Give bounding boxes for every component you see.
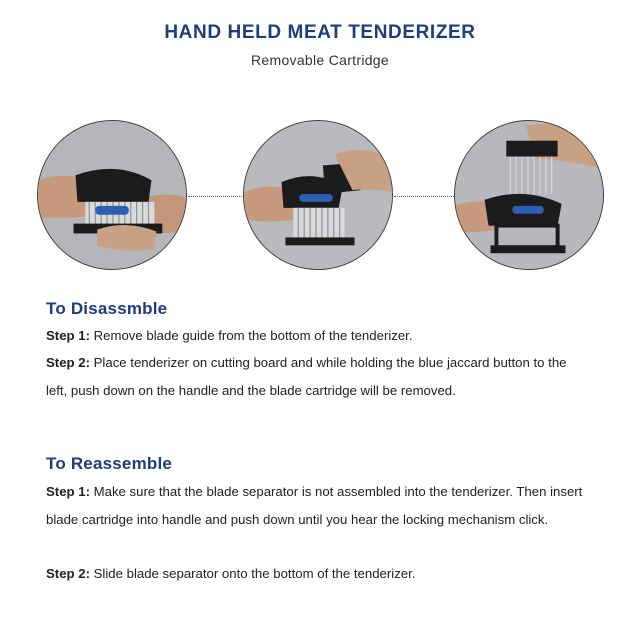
step-text: Place tenderizer on cutting board and while holding the blue jaccard button to the left, push down on the handle and the blade cartridge will be removed. bbox=[46, 355, 567, 398]
step-text: Remove blade guide from the bottom of the tenderizer. bbox=[89, 328, 413, 343]
disassemble-step-2 bbox=[46, 349, 591, 404]
hand-pulling-blade-guide-image bbox=[243, 120, 393, 270]
step-text: Make sure that the blade separator is not assembled into the tenderizer. Then insert blade cartridge into handle and push down until you hear the locking mechanism click. bbox=[46, 484, 583, 527]
step-label: Step 2: bbox=[46, 355, 90, 370]
reassemble-step-1 bbox=[46, 478, 606, 533]
page-subtitle: Removable Cartridge bbox=[251, 52, 389, 68]
step-label: Step 1: bbox=[46, 484, 90, 499]
step-label: Step 1: bbox=[46, 328, 90, 343]
reassemble-heading: To Reassemble bbox=[46, 454, 173, 473]
page-title: HAND HELD MEAT TENDERIZER bbox=[164, 22, 476, 43]
dotted-connector bbox=[394, 196, 454, 197]
hand-removing-blade-cartridge-image bbox=[454, 120, 604, 270]
disassemble-heading: To Disassmble bbox=[46, 299, 168, 318]
step-label: Step 2: bbox=[46, 566, 90, 581]
reassemble-step-2 bbox=[46, 560, 606, 588]
disassemble-step-1 bbox=[46, 322, 606, 350]
hands-holding-tenderizer-image bbox=[37, 120, 187, 270]
dotted-connector bbox=[188, 196, 242, 197]
step-text: Slide blade separator onto the bottom of the tenderizer. bbox=[89, 566, 416, 581]
